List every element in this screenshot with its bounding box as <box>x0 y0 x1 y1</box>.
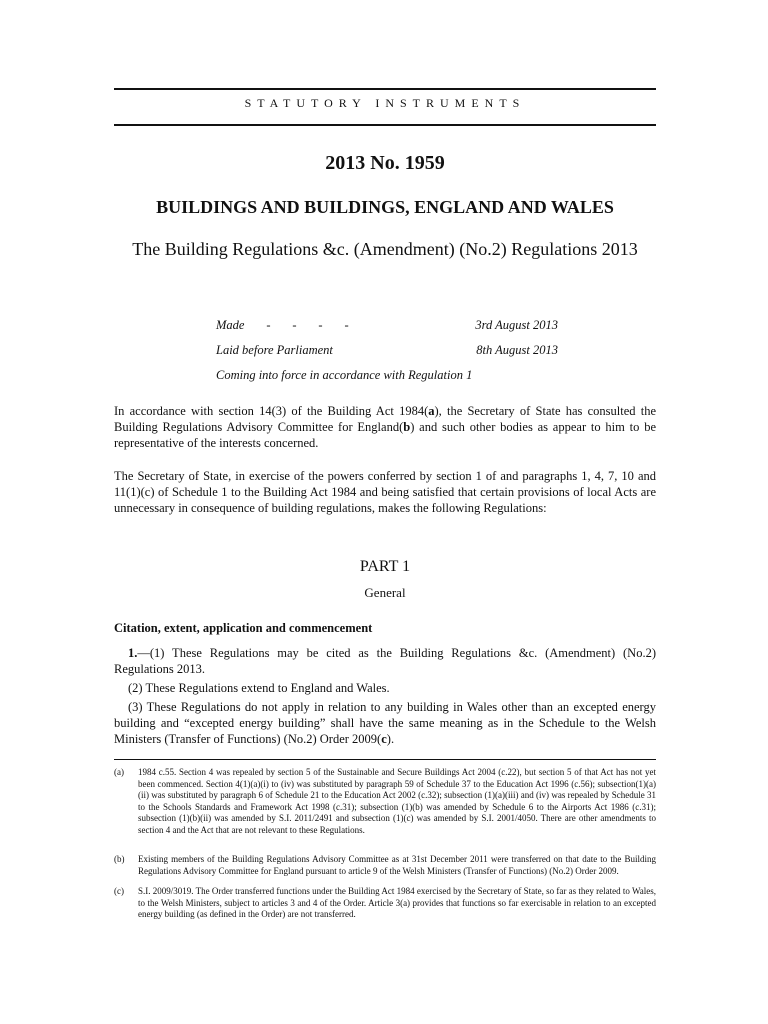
footnote-ref-c: c <box>381 732 387 746</box>
date-label: Coming into force in accordance with Regulation 1 <box>216 368 473 382</box>
preamble-powers: The Secretary of State, in exercise of the powers conferred by section 1 of and paragraphs 1, 4, 7, 10 and 11(1)(c) of Schedule 1 to the Building Act 1984 and being satisfied that certain provisions of local Acts are unnecessary in consequence of building regulations, makes the following Regulations: <box>114 469 656 515</box>
footnote-marker: (a) <box>114 767 124 777</box>
text-run: ). <box>386 732 395 746</box>
preamble-consultation <box>114 403 656 451</box>
regulation-1-3 <box>114 699 656 747</box>
date-value: 3rd August 2013 <box>475 318 558 332</box>
si-number: 2013 No. 1959 <box>325 152 445 174</box>
date-row-laid <box>216 343 558 359</box>
text-run: In accordance with section 14(3) of the Building Act 1984( <box>114 404 429 418</box>
subject-heading: BUILDINGS AND BUILDINGS, ENGLAND AND WALES <box>156 197 614 217</box>
footnote-ref-b: b <box>403 420 411 434</box>
footnote-rule <box>114 759 656 760</box>
date-row-made <box>216 318 558 334</box>
date-value: 8th August 2013 <box>476 343 558 357</box>
section-heading: Citation, extent, application and commencement <box>114 621 373 635</box>
text-run: ), the Secretary of State has consulted the Building Regulations Advisory Committee for England( <box>114 404 656 434</box>
regulation-number: 1. <box>128 646 138 660</box>
text-run: ) and such other bodies as appear to him to be representative of the interests concerned. <box>114 420 656 450</box>
footnote-text: Existing members of the Building Regulations Advisory Committee as at 31st December 2011 were transferred on that date to the Building Regulations Advisory Committee for England pursuant to article 9 of the Welsh Ministers (Transfer of Functions) (No.2) Order 2009. <box>138 854 656 876</box>
part-subheading: General <box>364 585 406 600</box>
footnote-text: S.I. 2009/3019. The Order transferred functions under the Building Act 1984 exercised by the Secretary of State, so far as they related to Wales, to the Welsh Ministers, subject to articles 3 and 4 of the Order. Article 3(a) provides that functions so far exercisable in relation to an excepted energy building (as defined in the Order) are not transferred. <box>138 886 656 919</box>
footnote-marker: (c) <box>114 886 124 896</box>
date-row-force <box>216 368 558 384</box>
top-rule <box>114 88 656 90</box>
regulation-1-1 <box>114 645 656 677</box>
date-label: Laid before Parliament <box>216 343 333 357</box>
footnote-a <box>114 767 656 836</box>
footnote-ref-a: a <box>428 404 435 418</box>
footnote-marker: (b) <box>114 854 125 864</box>
regulation-1-2: (2) These Regulations extend to England and Wales. <box>128 681 390 695</box>
footnote-c <box>114 886 656 921</box>
text-run: —(1) These Regulations may be cited as the Building Regulations &c. (Amendment) (No.2) Regulations 2013. <box>114 646 656 676</box>
part-heading: PART 1 <box>359 558 411 575</box>
series-title: STATUTORY INSTRUMENTS <box>244 96 526 110</box>
footnote-b <box>114 854 656 877</box>
series-rule <box>114 124 656 126</box>
footnote-text: 1984 c.55. Section 4 was repealed by section 5 of the Sustainable and Secure Buildings Act 2004 (c.22), but section 5 of that Act has not yet been commenced. Section 4(1)(a)(i) to (iv) was substituted by paragraph 59 of Schedule 37 to the Education Act 1996 (c.56); subsection(1)(a)(ii) was substituted by paragraph 6 of Schedule 21 to the Education Act 2002 (c.32); subsection (1)(a)(iii) and (iv) was repealed by Schedule 31 to the Schools Standards and Framework Act 1998 (c.31); subsection (1)(b) was amended by Schedule 6 to the Airports Act 1986 (c.31); subsection (1)(b)(ii) was amended by S.I. 2011/2491 and subsection (1)(c) was amended by S.I. 2001/4050. There are other amendments to section 4 and the Act that are not relevant to these Regulations. <box>138 767 656 835</box>
text-run: (3) These Regulations do not apply in relation to any building in Wales other than an excepted energy building and “excepted energy building” shall have the same meaning as in the Schedule to the Welsh Ministers (Transfer of Functions) (No.2) Order 2009( <box>114 700 656 746</box>
regulations-title: The Building Regulations &c. (Amendment) (No.2) Regulations 2013 <box>132 239 638 259</box>
date-label: Made - - - - <box>216 318 349 332</box>
